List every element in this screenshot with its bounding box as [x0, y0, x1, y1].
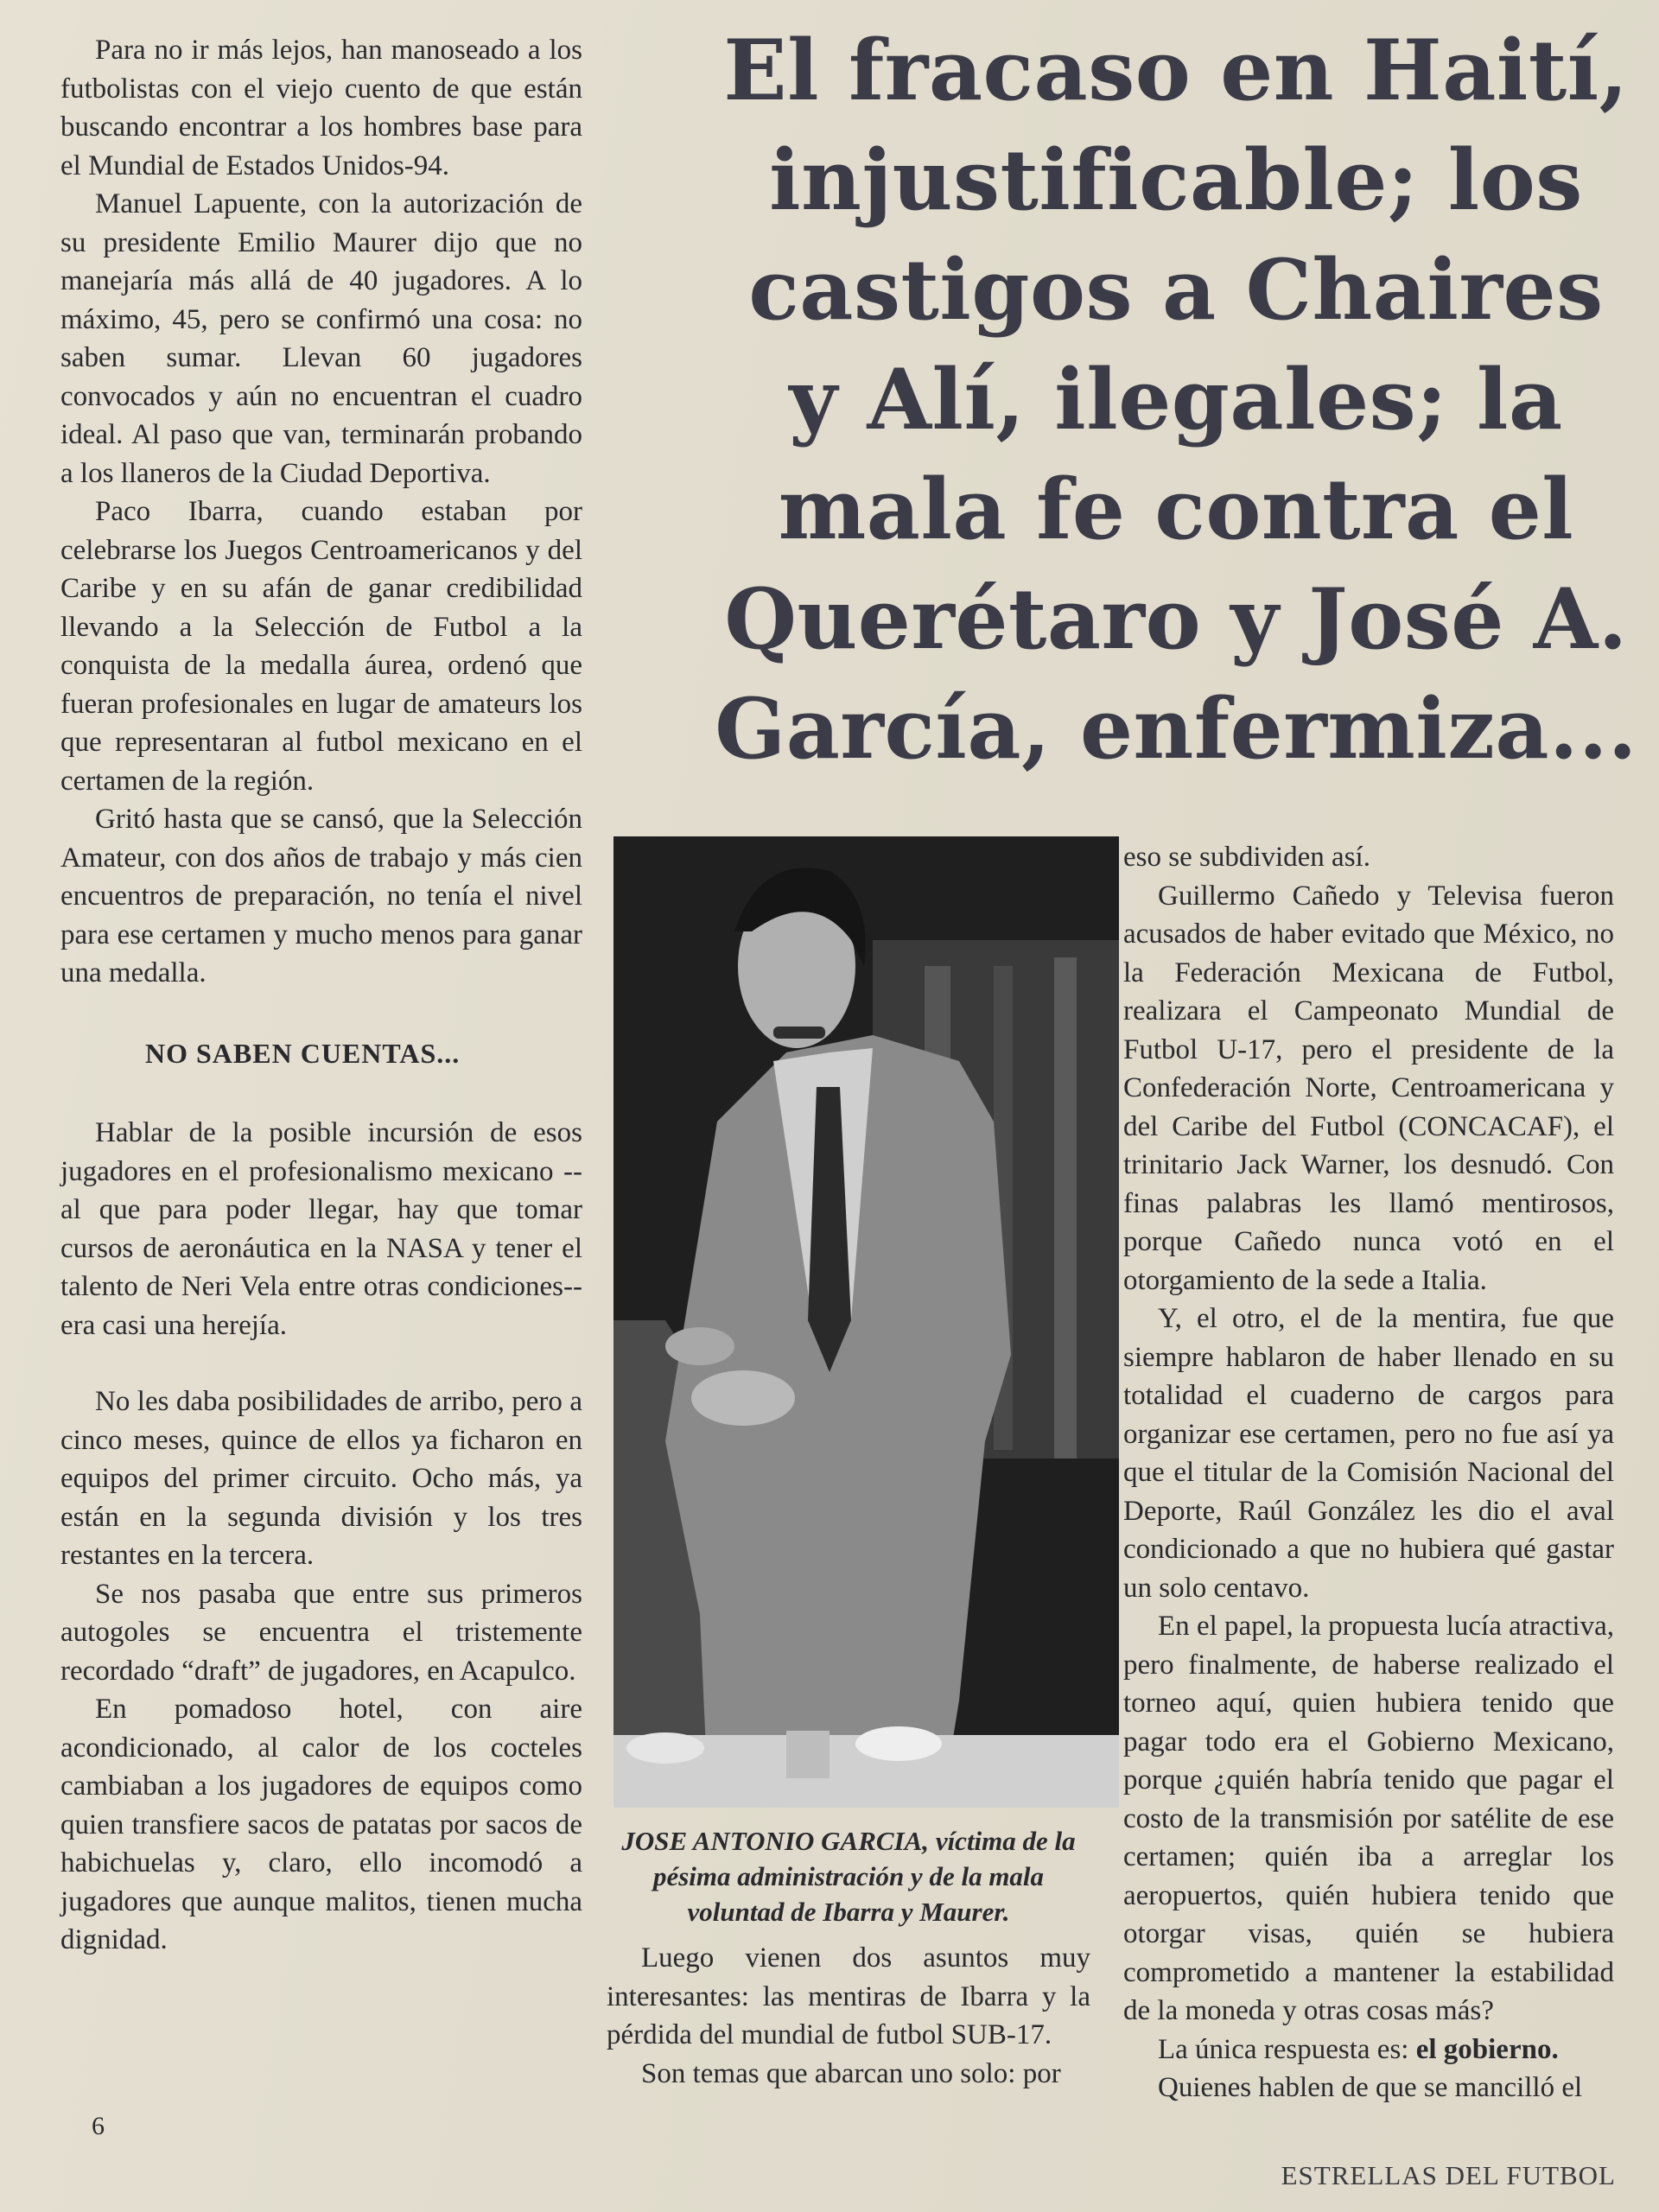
news-photo — [613, 836, 1119, 1808]
magazine-name: ESTRELLAS DEL FUTBOL — [1281, 2160, 1616, 2190]
paragraph: Luego vienen dos asuntos muy interesantes: las mentiras de Ibarra y la pérdida del mundial de futbol SUB-17. — [607, 1942, 1090, 2050]
left-column — [60, 31, 582, 1960]
article-headline: El fracaso en Haití, injustificable; los castigos a Chaires y Alí, ilegales; la mala fe contra el Querétaro y José A. García, enfermiza... — [715, 22, 1637, 778]
caption-text: víctima de la pésima administración y de la mala voluntad de Ibarra y Maurer. — [652, 1826, 1076, 1927]
paragraph: Guillermo Cañedo y Televisa fueron acusados de haber evitado que México, no la Federación Mexicana de Futbol, realizara el Campeonato Mundial de Futbol U-17, pero el presidente de la Confederación Norte, Centroamericana y del Caribe del Futbol (CONCACAF), el trinitario Jack Warner, los desnudó. Con finas palabras les llamó mentirosos, porque Cañedo nunca votó en el otorgamiento de la sede a Italia. — [1123, 880, 1614, 1296]
answer-bold: el gobierno. — [1415, 2033, 1559, 2065]
paragraph — [1123, 2031, 1614, 2069]
answer-lead: La única respuesta es: — [1158, 2033, 1416, 2065]
paragraph: Quienes hablen de que se mancilló el — [1158, 2072, 1583, 2103]
paragraph: Se nos pasaba que entre sus primeros autogoles se encuentra el tristemente recordado “draft” de jugadores, en Acapulco. — [60, 1578, 582, 1687]
paragraph: En el papel, la propuesta lucía atractiva, pero finalmente, de haberse realizado el torneo aquí, quien hubiera tenido que pagar todo era el Gobierno Mexicano, porque ¿quién habría tenido que pagar el costo de la transmisión por satélite de ese certamen; quién iba a arreglar los aeropuertos, quién hubiera tenido que otorgar visas, quién se hubiera comprometido a mantener la estabilidad de la moneda y otras cosas más? — [1123, 1611, 1614, 2026]
paragraph: Gritó hasta que se cansó, que la Selección Amateur, con dos años de trabajo y más cien encuentros de preparación, no tenía el nivel para ese certamen y mucho menos para ganar una medalla. — [60, 804, 582, 988]
paragraph: Son temas que abarcan uno solo: por — [641, 2057, 1061, 2089]
paragraph: Y, el otro, el de la mentira, fue que siempre hablaron de haber llenado en su totalidad el cuaderno de cargos para organizar ese certamen, pero no fue así ya que el titular de la Comisión Nacional del Deporte, Raúl González les dio el aval condicionado a que no hubiera qué gastar un solo centavo. — [1123, 1303, 1614, 1604]
section-subhead: NO SABEN CUENTAS... — [145, 1037, 461, 1069]
right-column — [1123, 838, 1614, 2107]
photo-illustration — [613, 836, 1119, 1808]
paragraph: Hablar de la posible incursión de esos jugadores en el profesionalismo mexicano --al que para poder llegar, hay que tomar cursos de aeronáutica en la NASA y tener el talento de Neri Vela entre otras condiciones-- era casi una herejía. — [60, 1117, 582, 1341]
page-number: 6 — [92, 2112, 105, 2140]
paragraph: No les daba posibilidades de arribo, pero a cinco meses, quince de ellos ya ficharon en equipos del primer circuito. Ocho más, ya están en la segunda división y los tres restantes en la tercera. — [60, 1386, 582, 1571]
paragraph: Paco Ibarra, cuando estaban por celebrarse los Juegos Centroamericanos y del Caribe y en su afán de ganar credibilidad llevando a la Selección de Futbol a la conquista de la medalla áurea, ordenó que fueran profesionales en lugar de amateurs los que representaran al futbol mexicano en el certamen de la región. — [60, 496, 582, 797]
paragraph: eso se subdividen así. — [1123, 842, 1370, 873]
paragraph: Manuel Lapuente, con la autorización de su presidente Emilio Maurer dijo que no manejaría más allá de 40 jugadores. A lo máximo, 45, pero se confirmó una cosa: no saben sumar. Llevan 60 jugadores convocados y aún no encuentran el cuadro ideal. Al paso que van, terminarán probando a los llaneros de la Ciudad Deportiva. — [60, 188, 582, 489]
paragraph: Para no ir más lejos, han manoseado a los futbolistas con el viejo cuento de que están buscando encontrar a los hombres base para el Mundial de Estados Unidos-94. — [60, 35, 582, 181]
paragraph: En pomadoso hotel, con aire acondicionado, al calor de los cocteles cambiaban a los jugadores de equipos como quien transfiere sacos de patatas por sacos de habichuelas y, claro, ello incomodó a jugadores que aunque malitos, tienen mucha dignidad. — [60, 1694, 582, 1955]
caption-name: JOSE ANTONIO GARCIA, — [621, 1826, 930, 1856]
middle-column — [607, 1939, 1090, 2093]
photo-caption — [607, 1823, 1090, 1929]
